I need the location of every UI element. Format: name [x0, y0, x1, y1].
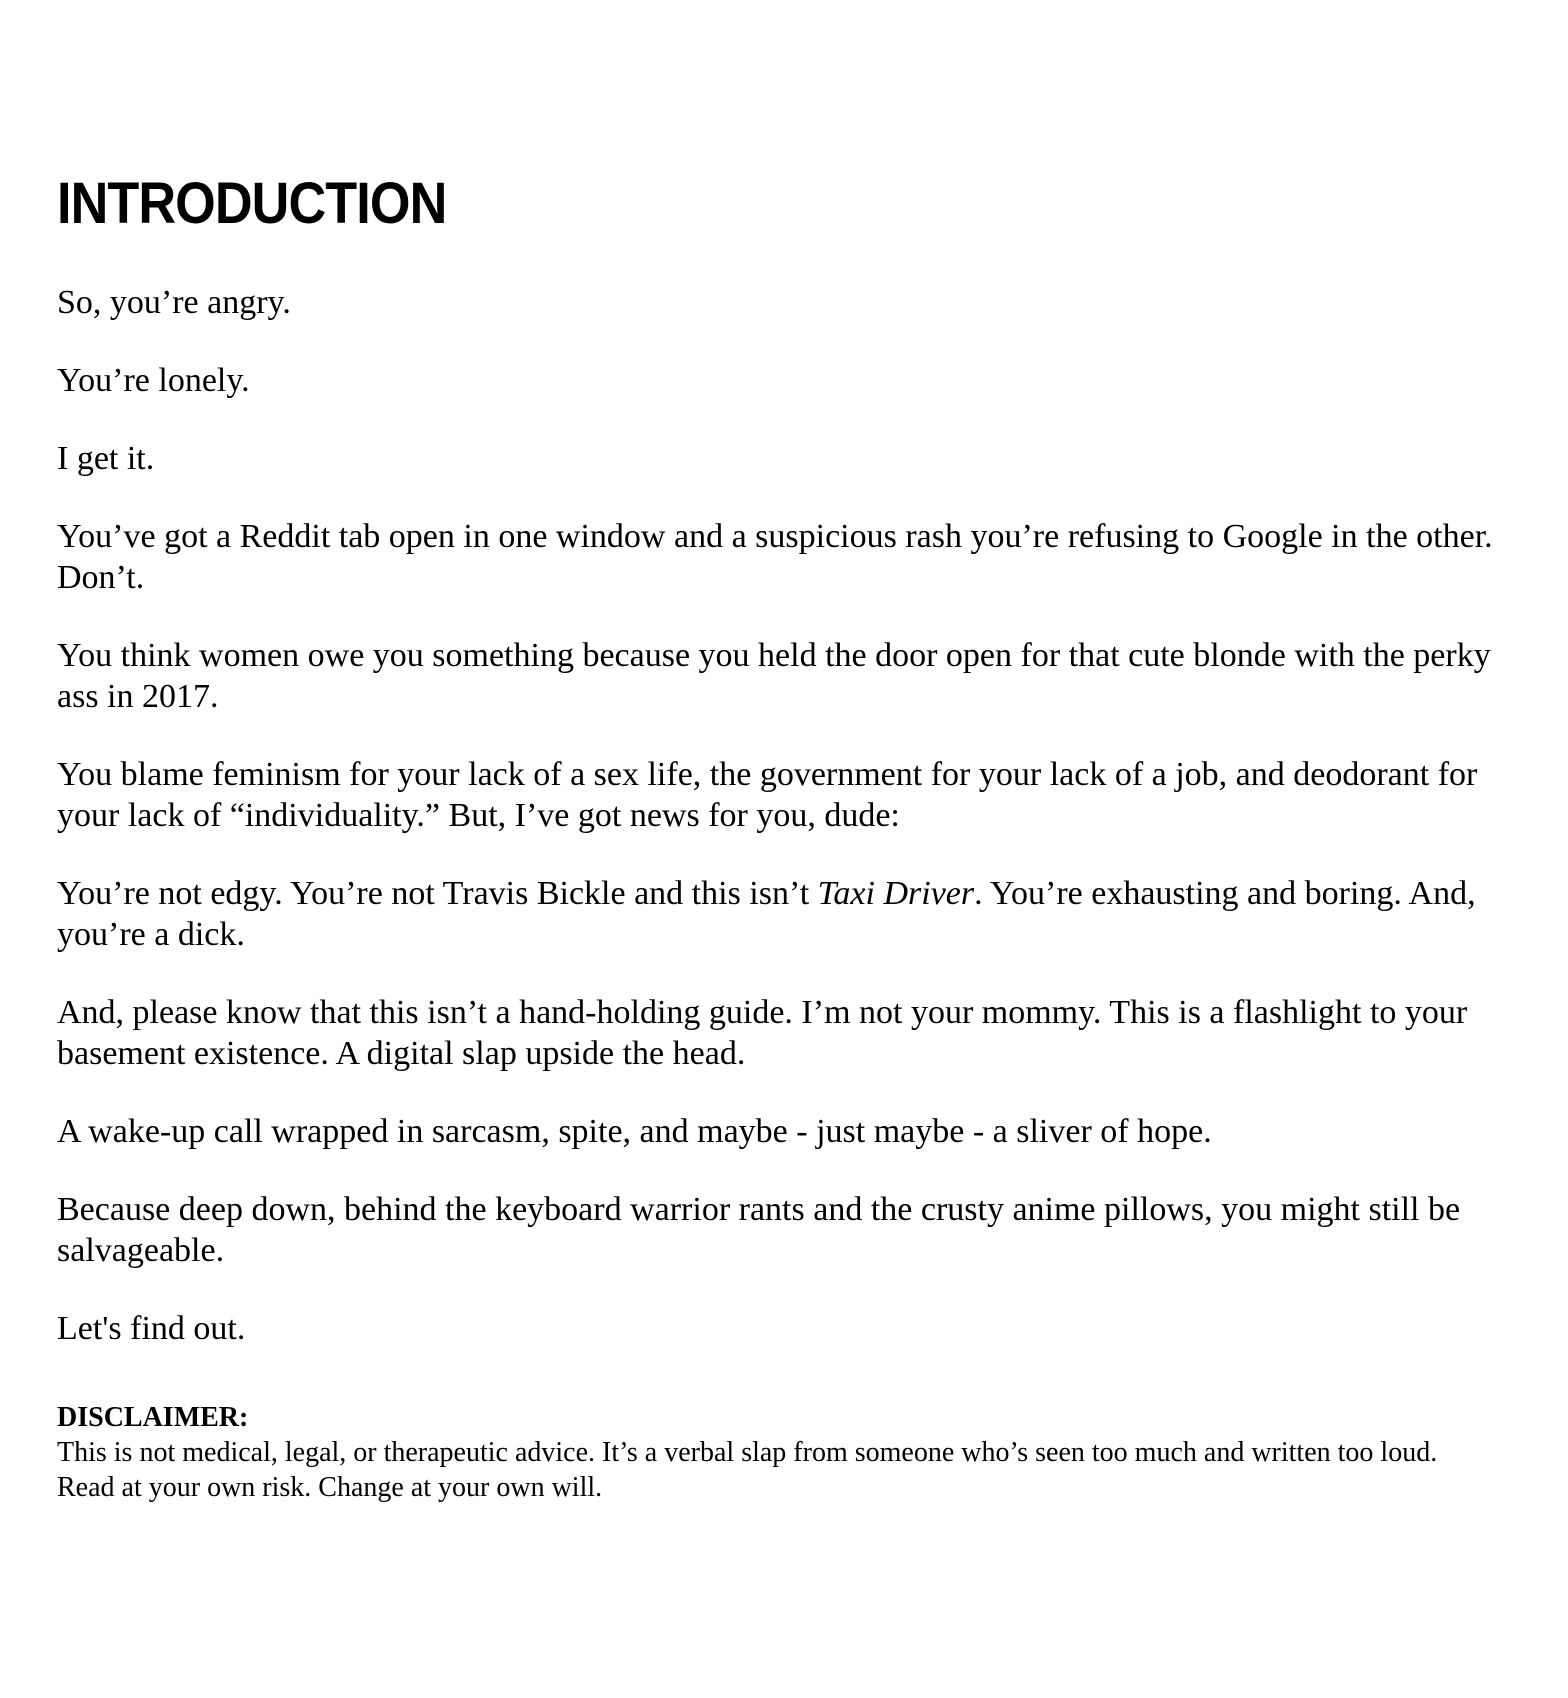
- paragraph-not-edgy-end: . You’re exhausting and boring. And, you’re a dick.: [57, 875, 1476, 953]
- movie-title: Taxi Driver: [817, 875, 975, 912]
- paragraph-find-out: Let's find out.: [57, 1310, 246, 1347]
- disclaimer-body: This is not medical, legal, or therapeutic advice. It’s a verbal slap from someone who’s seen too much and written too loud. Read at your own risk. Change at your own will.: [57, 1437, 1438, 1503]
- paragraph-angry: So, you’re angry.: [57, 284, 291, 321]
- document-page: [57, 170, 1497, 1505]
- paragraph-reddit-tab: You’ve got a Reddit tab open in one window and a suspicious rash you’re refusing to Google in the other. Don’t.: [57, 518, 1493, 596]
- paragraph-not-edgy-start: You’re not edgy. You’re not Travis Bickle and this isn’t: [57, 875, 818, 912]
- paragraph-wake-up-call: A wake-up call wrapped in sarcasm, spite, and maybe - just maybe - a sliver of hope.: [57, 1113, 1212, 1150]
- paragraph-not-a-guide: And, please know that this isn’t a hand-holding guide. I’m not your mommy. This is a flashlight to your basement existence. A digital slap upside the head.: [57, 994, 1468, 1072]
- paragraph-get-it: I get it.: [57, 440, 155, 477]
- paragraph-lonely: You’re lonely.: [57, 362, 250, 399]
- disclaimer-title: DISCLAIMER:: [57, 1402, 249, 1433]
- chapter-heading: INTRODUCTION: [57, 171, 447, 236]
- paragraph-not-edgy: [57, 873, 1497, 955]
- paragraph-women-owe: You think women owe you something because you held the door open for that cute blonde with the perky ass in 2017.: [57, 637, 1491, 715]
- paragraph-salvageable: Because deep down, behind the keyboard warrior rants and the crusty anime pillows, you might still be salvageable.: [57, 1191, 1461, 1269]
- paragraph-blame-feminism: You blame feminism for your lack of a sex life, the government for your lack of a job, and deodorant for your lack of “individuality.” But, I’ve got news for you, dude:: [57, 756, 1478, 834]
